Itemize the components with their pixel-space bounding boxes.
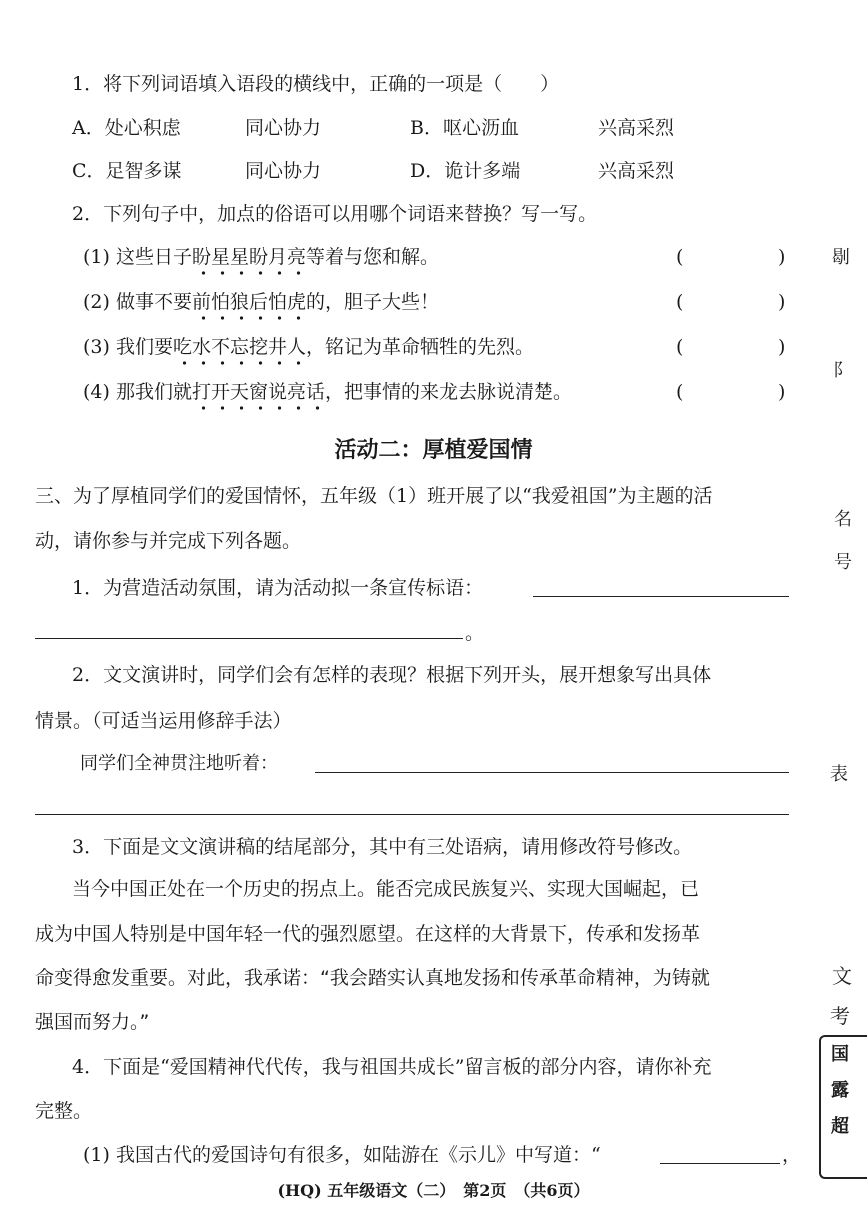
poem-answer-line[interactable] [660, 1163, 780, 1164]
edge-fragment: 表 [830, 764, 848, 785]
answer-paren-open: ( [676, 246, 684, 268]
page-footer: (HQ) 五年级语文（二） 第2页 （共6页） [277, 1181, 590, 1200]
q2-item-number: (2) [83, 291, 110, 313]
answer-paren-close: ) [778, 246, 786, 268]
edge-fragment: 考 [830, 1004, 850, 1028]
answer-paren-close: ) [778, 291, 786, 313]
answer-paren-open: ( [676, 291, 684, 313]
q1-option-a: A．处心积虑 [72, 117, 181, 139]
q3-3-stem: 3．下面是文文演讲稿的结尾部分，其中有三处语病，请用修改符号修改。 [72, 836, 693, 858]
edge-fragment: 阝 [833, 360, 851, 381]
speech-line3: 命变得愈发重要。对此，我承诺：“我会踏实认真地发扬和传承革命精神，为铸就 [35, 967, 710, 989]
q2-item-pre: 我们要 [115, 336, 173, 358]
activity-heading: 活动二：厚植爱国情 [334, 438, 533, 463]
q2-item [83, 335, 534, 359]
q1-option-d-word2: 兴高采烈 [598, 160, 675, 182]
q3-2-line2: 情景。（可适当运用修辞手法） [35, 710, 292, 732]
q2-item-post: 等着与您和解。 [306, 246, 440, 268]
q1-option-a-word2: 同心协力 [245, 117, 322, 139]
q2-item [83, 245, 439, 269]
q2-item-number: (4) [83, 381, 110, 403]
section3-intro-line1: 三、为了厚植同学们的爱国情怀，五年级（1）班开展了以“我爱祖国”为主题的活 [35, 485, 713, 507]
answer-paren-open: ( [676, 336, 684, 358]
slogan-end-mark: 。 [465, 622, 485, 644]
edge-box-char: 超 [831, 1116, 849, 1137]
q1-option-c: C．足智多谋 [72, 160, 182, 182]
q2-dotted-phrase: 吃水不忘挖井人 [172, 336, 306, 358]
q1-option-b-word2: 兴高采烈 [598, 117, 675, 139]
speech-line4: 强国而努力。” [35, 1011, 150, 1033]
description-answer-line[interactable] [315, 772, 789, 773]
q2-item-post: 的，胆子大些！ [306, 291, 440, 313]
answer-paren-close: ) [778, 381, 786, 403]
q2-item-post: ，把事情的来龙去脉说清楚。 [325, 381, 573, 403]
slogan-answer-line[interactable] [533, 596, 789, 597]
q2-dotted-phrase: 打开天窗说亮话 [191, 381, 325, 403]
edge-box-char: 国 [831, 1044, 849, 1065]
q2-item-post: ，铭记为革命牺牲的先烈。 [306, 336, 535, 358]
q1-option-b: B．呕心沥血 [410, 117, 519, 139]
q1-option-d: D．诡计多端 [410, 160, 521, 182]
edge-fragment: 名 [834, 509, 852, 530]
q3-4-sub1: (1) 我国古代的爱国诗句有很多，如陆游在《示儿》中写道：“ [83, 1144, 601, 1166]
q3-2-prompt: 同学们全神贯注地听着： [80, 753, 278, 774]
edge-box [819, 1035, 867, 1179]
q2-item-number: (1) [83, 246, 110, 268]
q1-option-c-word2: 同心协力 [245, 160, 322, 182]
q1-stem: 1．将下列词语填入语段的横线中，正确的一项是（ ） [72, 73, 560, 95]
slogan-question: 1．为营造活动氛围，请为活动拟一条宣传标语： [72, 577, 484, 599]
poem-end-mark: ， [782, 1144, 802, 1166]
description-answer-line-2[interactable] [35, 814, 789, 815]
q2-stem: 2．下列句子中，加点的俗语可以用哪个词语来替换？写一写。 [72, 203, 598, 225]
answer-paren-open: ( [676, 381, 684, 403]
q3-4-line1: 4．下面是“爱国精神代代传，我与祖国共成长”留言板的部分内容，请你补充 [72, 1056, 712, 1078]
q2-item [83, 290, 439, 314]
q2-dotted-phrase: 盼星星盼月亮 [191, 246, 306, 268]
q2-item-pre: 做事不要 [115, 291, 192, 313]
section3-intro-line2: 动，请你参与并完成下列各题。 [35, 530, 302, 552]
q3-2-line1: 2．文文演讲时，同学们会有怎样的表现？根据下列开头，展开想象写出具体 [72, 664, 712, 686]
speech-line1: 当今中国正处在一个历史的拐点上。能否完成民族复兴、实现大国崛起，已 [72, 878, 700, 900]
q2-item-pre: 这些日子 [115, 246, 192, 268]
q2-item-number: (3) [83, 336, 110, 358]
edge-box-char: 露 [831, 1080, 849, 1101]
q2-dotted-phrase: 前怕狼后怕虎 [191, 291, 306, 313]
edge-fragment: 文 [832, 964, 852, 988]
edge-fragment: 号 [834, 552, 852, 573]
speech-line2: 成为中国人特别是中国年轻一代的强烈愿望。在这样的大背景下，传承和发扬革 [35, 923, 701, 945]
slogan-answer-line-2[interactable] [35, 638, 463, 639]
answer-paren-close: ) [778, 336, 786, 358]
q2-item-pre: 那我们就 [115, 381, 192, 403]
q2-item [83, 380, 572, 404]
q3-4-line2: 完整。 [35, 1100, 93, 1122]
edge-fragment: 㓭 [832, 247, 850, 268]
